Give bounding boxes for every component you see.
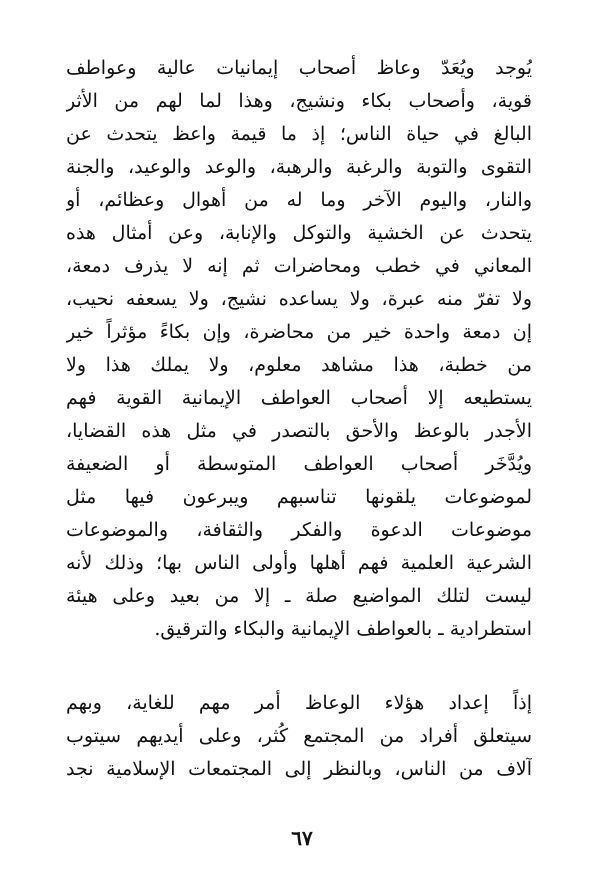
text-line: يستطيعه إلا أصحاب العواطف الإيمانية القوية فهم	[66, 387, 532, 409]
text-line: لموضوعات يلقونها تناسبهم ويبرعون فيها مثل	[66, 486, 532, 508]
text-line: من خطبة، هذا مشاهد معلوم، ولا يملك هذا ولا	[66, 354, 532, 376]
text-line: إذاً إعداد هؤلاء الوعاظ أمر مهم للغاية، وبهم	[66, 692, 532, 714]
text-line: ويُدَّخَر أصحاب العواطف المتوسطة أو الضعيفة	[66, 453, 532, 475]
paragraph-2	[66, 687, 532, 786]
text-line: يتحدث عن الخشية والتوكل والإنابة، وعن أمثال هذه	[66, 222, 532, 244]
page-number: ٦٧	[291, 826, 313, 850]
text-line: ليست لتلك المواضيع صلة ـ إلا من بعيد وعلى هيئة	[66, 585, 532, 607]
text-line: موضوعات الدعوة والفكر والثقافة، والموضوعات	[66, 519, 532, 541]
text-line: استطرادية ـ بالعواطف الإيمانية والبكاء والترقيق.	[154, 618, 532, 640]
text-line: ولا تفرّ منه عبرة، ولا يساعده نشيج، ولا يسعفه نحيب،	[66, 288, 532, 310]
text-line: قوية، وأصحاب بكاء ونشيج، وهذا لما لهم من الأثر	[66, 90, 532, 112]
text-line: التقوى والتوبة والرغبة والرهبة، والوعد والوعيد، والجنة	[66, 156, 532, 178]
paragraph-1	[66, 52, 532, 646]
text-line: المعاني في خطب ومحاضرات ثم إنه لا يذرف دمعة،	[66, 255, 532, 277]
text-line: سيتعلق أفراد من المجتمع كُثر، وعلى أيديهم سيتوب	[66, 725, 532, 747]
text-line: البالغ في حياة الناس؛ إذ ما قيمة واعظ يتحدث عن	[66, 123, 532, 145]
text-line: آلاف من الناس، وبالنظر إلى المجتمعات الإسلامية نجد	[66, 758, 532, 780]
text-line: يُوجد ويُعَدّ وعاظ أصحاب إيمانيات عالية وعواطف	[66, 57, 532, 79]
text-line: والنار، واليوم الآخر وما له من أهوال وعظائم، أو	[66, 189, 532, 211]
text-line: الأجدر بالوعظ والأحق بالتصدر في مثل هذه القضايا،	[66, 420, 532, 442]
text-line: الشرعية العلمية فهم أهلها وأولى الناس بها؛ وذلك لأنه	[66, 552, 532, 574]
text-line: إن دمعة واحدة خير من محاضرة، وإن بكاءً مؤثراً خير	[66, 321, 532, 343]
